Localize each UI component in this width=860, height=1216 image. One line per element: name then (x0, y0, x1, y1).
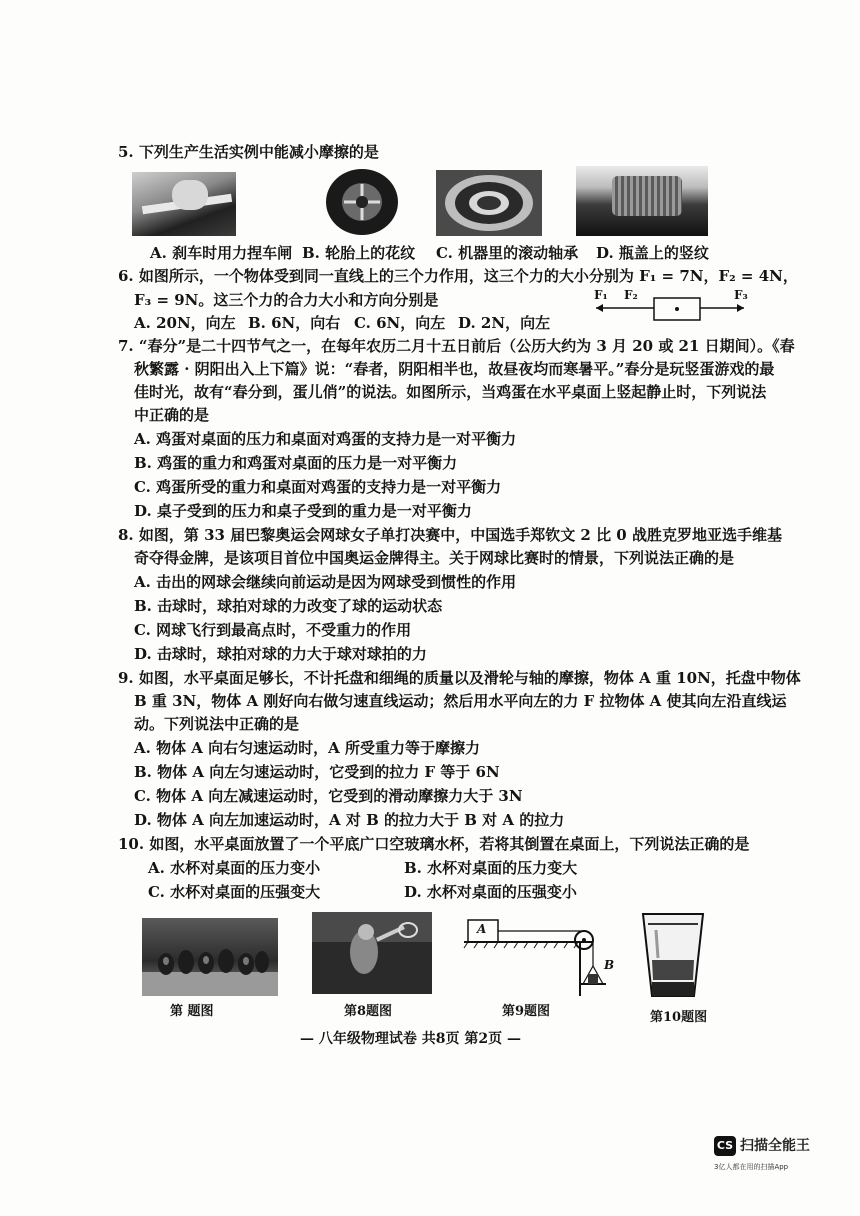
q6-option-d[interactable]: D. 2N，向左 (458, 314, 551, 332)
q10-option-d[interactable]: D. 水杯对桌面的压强变小 (404, 883, 577, 901)
q6-stem-line1: 6. 如图所示，一个物体受到同一直线上的三个力作用，这三个力的大小分别为 F₁ = 7N，F₂ = 4N， (118, 267, 798, 285)
q10-option-c[interactable]: C. 水杯对桌面的压强变大 (148, 883, 321, 901)
q9-stem-line3: 动。下列说法中正确的是 (134, 715, 300, 733)
q9-figure-caption: 第9题图 (502, 1004, 551, 1019)
q8-option-c[interactable]: C. 网球飞行到最高点时，不受重力的作用 (134, 621, 412, 639)
q8-figure-caption: 第8题图 (344, 1004, 393, 1019)
q9-label-a: A (477, 922, 487, 936)
q6-label-f2: F₂ (624, 288, 638, 302)
q9-label-b: B (604, 958, 615, 972)
page-footer: — 八年级物理试卷 共8页 第2页 — (300, 1031, 521, 1047)
q9-stem-line1: 9. 如图，水平桌面足够长，不计托盘和细绳的质量以及滑轮与轴的摩擦，物体 A 重 10N，托盘中物体 (118, 669, 801, 687)
q8-option-a[interactable]: A. 击出的网球会继续向前运动是因为网球受到惯性的作用 (134, 573, 517, 591)
q8-stem-line1: 8. 如图，第 33 届巴黎奥运会网球女子单打决赛中，中国选手郑钦文 2 比 0 战胜克罗地亚选手维基 (118, 526, 782, 544)
q8-tennis-photo (312, 912, 432, 994)
scanner-label: 扫描全能王 (740, 1138, 810, 1154)
q9-option-d[interactable]: D. 物体 A 向左加速运动时，A 对 B 的拉力大于 B 对 A 的拉力 (134, 811, 565, 829)
q5-option-b[interactable]: B. 轮胎上的花纹 (302, 244, 416, 262)
q9-pulley-diagram (462, 910, 615, 996)
q7-stem-line4: 中正确的是 (134, 406, 210, 424)
q5-bearing-photo (436, 170, 542, 236)
q7-stem-line3: 佳时光，故有“春分到，蛋儿俏”的说法。如图所示，当鸡蛋在水平桌面上竖起静止时，下列说法 (134, 383, 767, 401)
q6-option-b[interactable]: B. 6N，向右 (248, 314, 341, 332)
q8-option-b[interactable]: B. 击球时，球拍对球的力改变了球的运动状态 (134, 597, 443, 615)
q6-label-f3: F₃ (734, 288, 748, 302)
q6-option-a[interactable]: A. 20N，向左 (134, 314, 236, 332)
q10-figure-caption: 第10题图 (650, 1010, 708, 1025)
scanner-logo: CS (714, 1136, 736, 1156)
q5-option-a[interactable]: A. 刹车时用力捏车闸 (150, 244, 293, 262)
q10-option-a[interactable]: A. 水杯对桌面的压力变小 (148, 859, 321, 877)
scanner-sublabel: 3亿人都在用的扫描App (714, 1163, 789, 1171)
q7-stem-line2: 秋繁露 · 阴阳出入上下篇》说：“春者，阴阳相半也，故昼夜均而寒暑平。”春分是玩竖蛋游戏的最 (134, 360, 775, 378)
q7-stem-line1: 7. “春分”是二十四节气之一，在每年农历二月十五日前后（公历大约为 3 月 20 或 21 日期间）。《春 (118, 337, 795, 355)
q10-glass-photo (640, 910, 706, 1000)
q6-stem-line2: F₃ = 9N。这三个力的合力大小和方向分别是 (134, 291, 439, 309)
q7-option-d[interactable]: D. 桌子受到的压力和桌子受到的重力是一对平衡力 (134, 502, 472, 520)
q7-figure-caption: 第 题图 (170, 1004, 214, 1019)
q6-option-c[interactable]: C. 6N，向左 (354, 314, 446, 332)
q7-option-a[interactable]: A. 鸡蛋对桌面的压力和桌面对鸡蛋的支持力是一对平衡力 (134, 430, 517, 448)
q8-option-d[interactable]: D. 击球时，球拍对球的力大于球对球拍的力 (134, 645, 427, 663)
q6-label-f1: F₁ (594, 288, 608, 302)
q9-option-b[interactable]: B. 物体 A 向左匀速运动时，它受到的拉力 F 等于 6N (134, 763, 500, 781)
q5-tire-photo (322, 168, 402, 236)
q7-option-c[interactable]: C. 鸡蛋所受的重力和桌面对鸡蛋的支持力是一对平衡力 (134, 478, 502, 496)
q10-stem: 10. 如图，水平桌面放置了一个平底广口空玻璃水杯，若将其倒置在桌面上，下列说法正确的是 (118, 835, 750, 853)
q5-stem: 5. 下列生产生活实例中能减小摩擦的是 (118, 143, 379, 161)
q5-bottlecap-photo (576, 166, 708, 236)
q7-option-b[interactable]: B. 鸡蛋的重力和鸡蛋对桌面的压力是一对平衡力 (134, 454, 458, 472)
q9-option-a[interactable]: A. 物体 A 向右匀速运动时，A 所受重力等于摩擦力 (134, 739, 481, 757)
q5-option-d[interactable]: D. 瓶盖上的竖纹 (596, 244, 709, 262)
q5-brake-photo (132, 172, 236, 236)
q9-stem-line2: B 重 3N，物体 A 刚好向右做匀速直线运动；然后用水平向左的力 F 拉物体 A 使其向左沿直线运 (134, 692, 787, 710)
q5-option-c[interactable]: C. 机器里的滚动轴承 (436, 244, 579, 262)
q6-force-diagram (592, 288, 752, 324)
q10-option-b[interactable]: B. 水杯对桌面的压力变大 (404, 859, 578, 877)
q9-option-c[interactable]: C. 物体 A 向左减速运动时，它受到的滑动摩擦力大于 3N (134, 787, 523, 805)
q7-egg-photo (142, 918, 278, 996)
q8-stem-line2: 奇夺得金牌，是该项目首位中国奥运金牌得主。关于网球比赛时的情景，下列说法正确的是 (134, 549, 735, 567)
